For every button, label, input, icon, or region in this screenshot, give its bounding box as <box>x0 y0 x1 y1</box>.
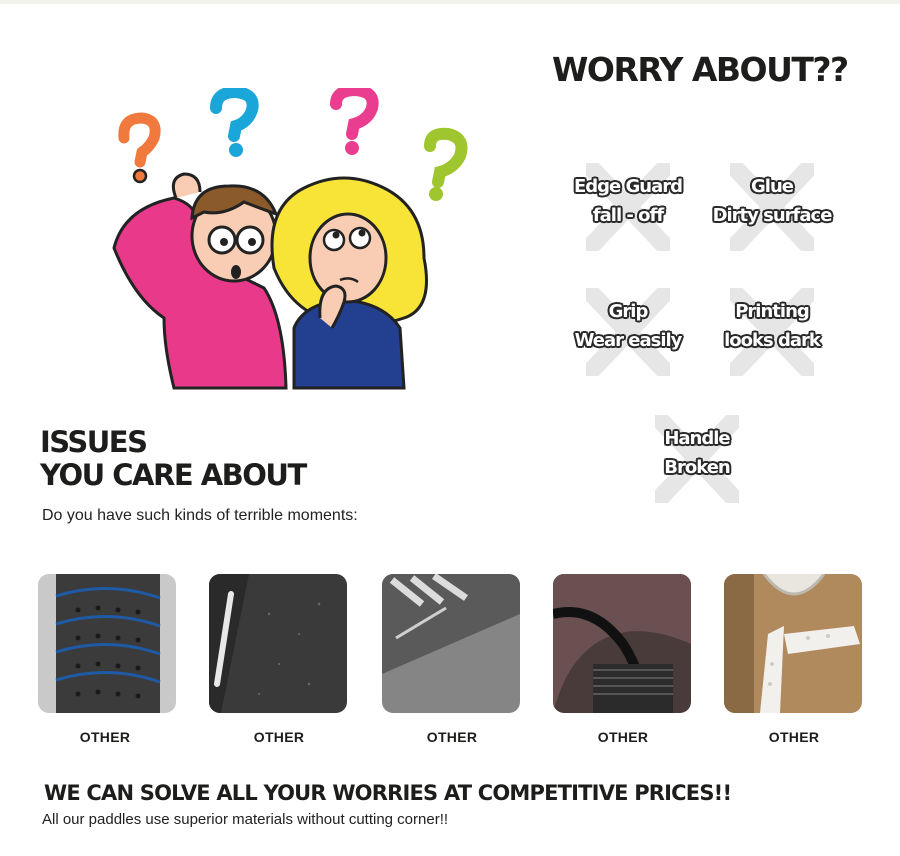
solve-subtitle: All our paddles use superior materials without cutting corner!! <box>42 811 449 828</box>
broken-handle-photo <box>724 574 862 713</box>
top-divider <box>0 0 900 4</box>
worry-item-label: Printing <box>735 301 809 322</box>
photo-label: OTHER <box>768 729 820 745</box>
worry-item-label: Glue <box>751 176 793 197</box>
photo-label: OTHER <box>253 729 305 745</box>
photo-label: OTHER <box>597 729 649 745</box>
worry-item-label: looks dark <box>724 330 820 351</box>
worry-item-grip <box>553 283 703 383</box>
question-mark-icon <box>124 118 155 182</box>
issues-heading <box>40 426 306 492</box>
worry-item-printing <box>697 283 847 383</box>
woman-figure <box>272 178 427 388</box>
dirty-surface-photo <box>209 574 347 713</box>
worry-item-edge-guard <box>553 158 703 258</box>
worry-item-label: Broken <box>664 457 730 478</box>
worry-title: WORRY ABOUT?? <box>552 50 848 89</box>
issues-subtitle: Do you have such kinds of terrible moments: <box>42 507 358 524</box>
issues-heading-line: YOU CARE ABOUT <box>40 458 306 492</box>
worry-item-handle <box>622 410 772 510</box>
worry-item-label: Edge Guard <box>573 176 683 197</box>
dark-printing-photo <box>382 574 520 713</box>
worry-item-label: Handle <box>664 428 730 449</box>
photo-label: OTHER <box>426 729 478 745</box>
worn-grip-photo <box>38 574 176 713</box>
worry-item-glue <box>697 158 847 258</box>
worry-item-label: Grip <box>608 301 648 322</box>
question-mark-icon <box>336 90 373 155</box>
worry-item-label: fall - off <box>592 205 664 226</box>
question-mark-icon <box>216 92 253 157</box>
worry-item-label: Wear easily <box>574 330 682 351</box>
worried-people-illustration <box>104 88 476 398</box>
photo-label: OTHER <box>79 729 131 745</box>
question-mark-icon <box>429 134 462 201</box>
man-figure <box>114 174 286 388</box>
edge-guard-photo <box>553 574 691 713</box>
worry-item-label: Dirty surface <box>712 205 832 226</box>
issues-heading-line: ISSUES <box>40 425 147 459</box>
solve-headline: WE CAN SOLVE ALL YOUR WORRIES AT COMPETITIVE PRICES!! <box>44 781 732 805</box>
